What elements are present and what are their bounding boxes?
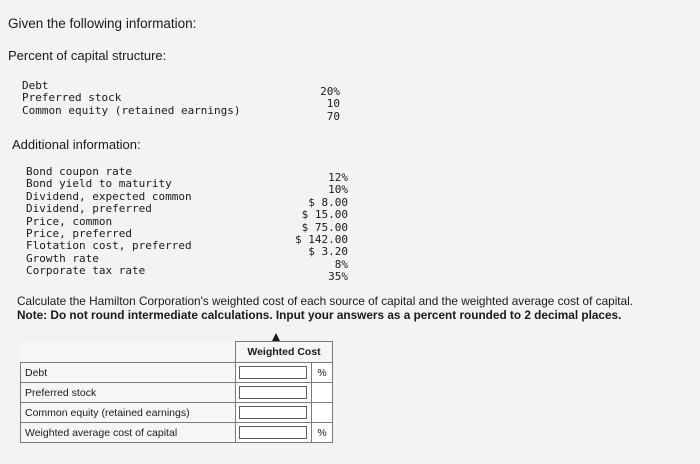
add-value-tax: 35% — [328, 270, 348, 284]
add-label-tax: Corporate tax rate — [26, 264, 146, 278]
add-label-ytm: Bond yield to maturity — [26, 177, 172, 191]
answer-table-header-row — [21, 342, 333, 363]
row-label-preferred: Preferred stock — [21, 383, 236, 403]
debt-cost-cell — [236, 363, 312, 383]
row-label-common: Common equity (retained earnings) — [21, 403, 236, 423]
add-value-div-preferred: $ 15.00 — [301, 208, 348, 222]
cap-label-debt: Debt — [22, 79, 49, 92]
answer-header-blank — [21, 342, 236, 363]
wacc-cost-cell — [236, 423, 312, 443]
cap-value-preferred: 10 — [326, 97, 340, 111]
intro-text: Given the following information: — [8, 16, 197, 31]
add-label-price-preferred: Price, preferred — [26, 227, 132, 241]
add-label-div-common: Dividend, expected common — [26, 189, 192, 203]
row-label-wacc: Weighted average cost of capital — [21, 423, 236, 443]
answer-table — [20, 341, 333, 443]
add-label-price-common: Price, common — [26, 214, 113, 228]
common-weighted-cost-input[interactable] — [239, 406, 307, 419]
add-value-price-preferred: $ 142.00 — [295, 233, 348, 247]
task-instructions — [17, 294, 633, 322]
common-unit — [312, 403, 333, 423]
wacc-percent-sign: % — [312, 423, 333, 443]
weighted-cost-header: Weighted Cost — [236, 342, 333, 363]
cursor-arrow-icon — [272, 333, 280, 341]
additional-info-values — [270, 172, 348, 284]
preferred-cost-cell — [236, 383, 312, 403]
additional-info-heading: Additional information: — [12, 137, 141, 152]
common-cost-cell — [236, 403, 312, 423]
cap-label-preferred: Preferred stock — [22, 91, 122, 105]
add-value-growth: 8% — [334, 257, 348, 271]
debt-percent-sign: % — [312, 363, 333, 383]
add-label-growth: Growth rate — [26, 251, 99, 265]
preferred-weighted-cost-input[interactable] — [239, 386, 307, 399]
capital-structure-labels — [22, 80, 241, 117]
debt-weighted-cost-input[interactable] — [239, 366, 307, 379]
wacc-input[interactable] — [239, 426, 307, 439]
table-row — [21, 383, 333, 403]
add-value-coupon: 12% — [328, 171, 348, 184]
preferred-unit — [312, 383, 333, 403]
task-note: Note: Do not round intermediate calculations. Input your answers as a percent rounded to 2 decimal places. — [17, 308, 622, 322]
table-row — [21, 403, 333, 423]
row-label-debt: Debt — [21, 363, 236, 383]
capital-structure-heading: Percent of capital structure: — [8, 48, 167, 63]
table-row — [21, 363, 333, 383]
cap-label-common: Common equity (retained earnings) — [22, 103, 241, 117]
add-label-coupon: Bond coupon rate — [26, 165, 132, 178]
add-value-price-common: $ 75.00 — [301, 220, 348, 234]
cap-value-common: 70 — [326, 109, 340, 123]
cap-value-debt: 20% — [320, 85, 340, 98]
table-row — [21, 423, 333, 443]
add-label-div-preferred: Dividend, preferred — [26, 202, 152, 216]
capital-structure-values — [290, 86, 340, 123]
additional-info-labels — [26, 166, 192, 278]
add-value-div-common: $ 8.00 — [308, 195, 348, 209]
task-text: Calculate the Hamilton Corporation's weighted cost of each source of capital and the weighted average cost of capital. — [17, 294, 634, 308]
add-label-flotation: Flotation cost, preferred — [26, 239, 192, 253]
add-value-ytm: 10% — [328, 183, 348, 197]
add-value-flotation: $ 3.20 — [308, 245, 348, 259]
